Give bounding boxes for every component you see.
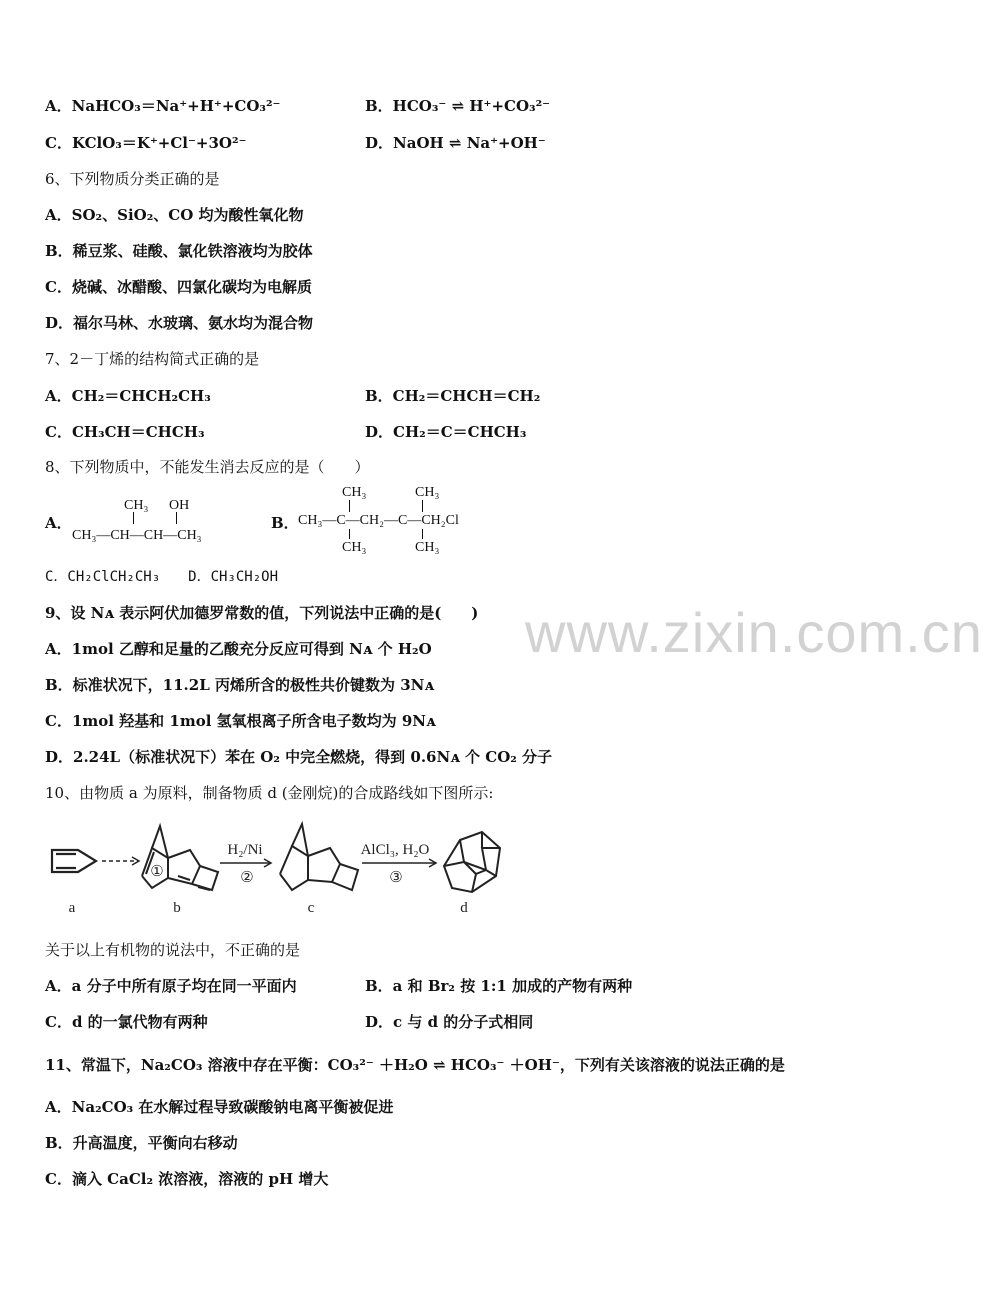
q9-option-b: B．标准状况下，11.2L 丙烯所含的极性共价键数为 3Nᴀ (45, 676, 434, 694)
struct-a-top2: OH (169, 498, 190, 513)
q8-stem: 8、下列物质中，不能发生消去反应的是（ ） (45, 458, 370, 476)
struct-a-bond1 (133, 512, 134, 524)
q10-stem: 10、由物质 a 为原料，制备物质 d (金刚烷)的合成路线如下图所示: (45, 784, 494, 802)
q6-option-b: B．稀豆浆、硅酸、氯化铁溶液均为胶体 (45, 242, 313, 260)
q10-option-b: B．a 和 Br₂ 按 1:1 加成的产物有两种 (365, 977, 633, 995)
q7-stem: 7、2－丁烯的结构简式正确的是 (45, 350, 260, 368)
label-a: a (68, 900, 76, 916)
struct-a-top1: CH₃ (124, 498, 149, 513)
q9-option-c: C．1mol 羟基和 1mol 氢氧根离子所含电子数均为 9Nᴀ (45, 712, 436, 730)
q6-option-d: D．福尔马林、水玻璃、氨水均为混合物 (45, 314, 314, 332)
struct-a-bond2 (176, 512, 177, 524)
q10-option-a: A．a 分子中所有原子均在同一平面内 (45, 977, 297, 995)
step-2-label: ② (240, 870, 254, 886)
q6-stem: 6、下列物质分类正确的是 (45, 170, 220, 188)
q5-option-a: A．NaHCO₃＝Na⁺+H⁺+CO₃²⁻ (45, 97, 281, 115)
molecule-d (444, 832, 500, 892)
reagent-2: H₂/Ni (227, 842, 263, 858)
q7-option-b: B．CH₂＝CHCH＝CH₂ (365, 387, 541, 405)
arrow-1 (102, 857, 139, 865)
q7-option-a: A．CH₂＝CHCH₂CH₃ (45, 387, 211, 405)
arrow-3 (362, 859, 436, 867)
label-c: c (307, 900, 315, 916)
struct-b-bond1 (349, 500, 350, 512)
q10-option-d: D．c 与 d 的分子式相同 (365, 1013, 534, 1031)
watermark: www.zixin.com.cn (525, 601, 983, 664)
q9-option-a: A．1mol 乙醇和足量的乙酸充分反应可得到 Nᴀ 个 H₂O (45, 640, 432, 658)
q8-label-a: A． (45, 514, 72, 532)
struct-b-top2: CH₃ (415, 485, 440, 500)
q7-option-d: D．CH₂＝C＝CHCH₃ (365, 423, 527, 441)
struct-b-bond2 (422, 500, 423, 512)
q10-intro: 关于以上有机物的说法中，不正确的是 (45, 941, 301, 959)
q6-option-c: C．烧碱、冰醋酸、四氯化碳均为电解质 (45, 278, 312, 296)
q5-option-c: C．KClO₃＝K⁺+Cl⁻+3O²⁻ (45, 134, 247, 152)
struct-b-bot2: CH₃ (415, 540, 440, 555)
q11-option-b: B．升高温度，平衡向右移动 (45, 1134, 238, 1152)
step-1-label: ① (150, 864, 164, 880)
q11-option-c: C．滴入 CaCl₂ 浓溶液，溶液的 pH 增大 (45, 1170, 329, 1188)
struct-b-bond4 (422, 529, 423, 539)
q9-option-d: D．2.24L（标准状况下）苯在 O₂ 中完全燃烧，得到 0.6Nᴀ 个 CO₂ 分子 (45, 748, 553, 766)
q5-option-d: D．NaOH ⇌ Na⁺+OH⁻ (365, 134, 546, 152)
reagent-3: AlCl₃, H₂O (360, 842, 430, 858)
molecule-b (142, 826, 218, 890)
q8-structure-b (298, 485, 498, 557)
struct-b-bot1: CH₃ (342, 540, 367, 555)
q9-stem: 9、设 Nᴀ 表示阿伏加德罗常数的值，下列说法中正确的是( ) (45, 604, 479, 622)
label-d: d (460, 900, 468, 916)
arrow-2 (220, 859, 271, 867)
q11-stem: 11、常温下，Na₂CO₃ 溶液中存在平衡：CO₃²⁻ ＋H₂O ⇌ HCO₃⁻ ＋OH⁻，下列有关该溶液的说法正确的是 (45, 1056, 785, 1074)
q8-options-cd: C．CH₂ClCH₂CH₃ D．CH₃CH₂OH (45, 569, 279, 585)
struct-a-main: CH₃—CH—CH—CH₃ (72, 528, 202, 543)
synthesis-scheme (40, 818, 520, 918)
q7-option-c: C．CH₃CH＝CHCH₃ (45, 423, 205, 441)
q8-label-b: B． (271, 514, 299, 532)
q6-option-a: A．SO₂、SiO₂、CO 均为酸性氧化物 (45, 206, 304, 224)
struct-b-main: CH₃—C—CH₂—C—CH₂Cl (298, 513, 459, 528)
molecule-c (280, 824, 358, 890)
struct-b-top1: CH₃ (342, 485, 367, 500)
q10-option-c: C．d 的一氯代物有两种 (45, 1013, 208, 1031)
step-3-label: ③ (389, 870, 403, 886)
q5-option-b: B．HCO₃⁻ ⇌ H⁺+CO₃²⁻ (365, 97, 551, 115)
struct-b-bond3 (349, 529, 350, 539)
label-b: b (173, 900, 181, 916)
q8-structure-a (72, 498, 252, 548)
q11-option-a: A．Na₂CO₃ 在水解过程导致碳酸钠电离平衡被促进 (45, 1098, 394, 1116)
molecule-a (52, 850, 96, 872)
